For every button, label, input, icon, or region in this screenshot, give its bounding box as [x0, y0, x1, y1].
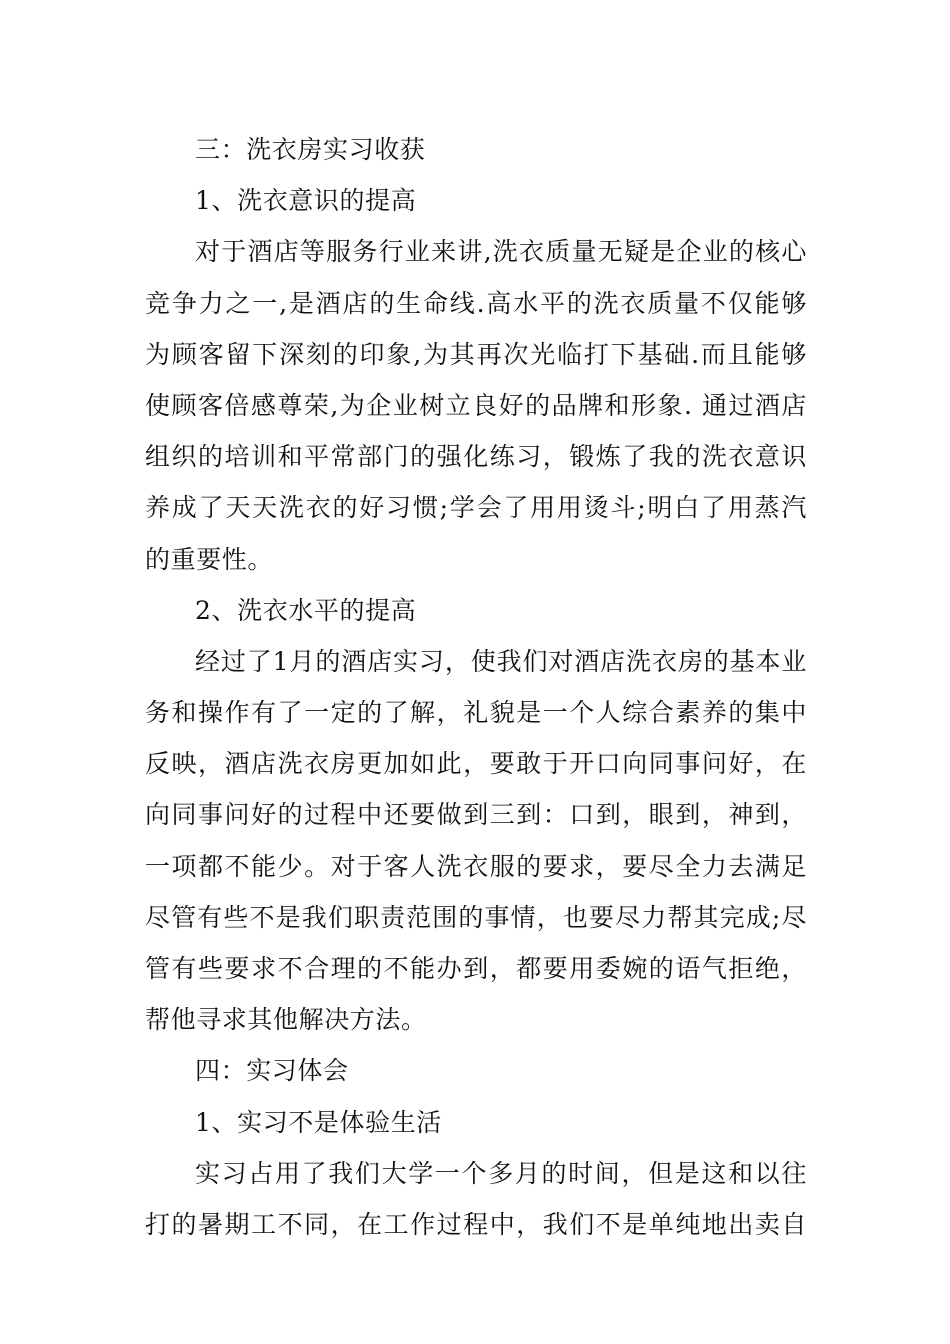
paragraph-line: 竞争力之一,是酒店的生命线.高水平的洗衣质量不仅能够 [145, 288, 807, 318]
paragraph-line: 帮他寻求其他解决方法。 [145, 1005, 427, 1035]
subheading-not-life-experience: 1、实习不是体验生活 [195, 1107, 442, 1137]
paragraph-line: 务和操作有了一定的了解，礼貌是一个人综合素养的集中 [145, 698, 807, 728]
paragraph-line: 反映，酒店洗衣房更加如此，要敢于开口向同事问好，在 [145, 749, 807, 779]
paragraph-line: 对于酒店等服务行业来讲,洗衣质量无疑是企业的核心 [195, 237, 807, 267]
paragraph-line: 打的暑期工不同，在工作过程中，我们不是单纯地出卖自 [145, 1209, 807, 1239]
paragraph-line: 尽管有些不是我们职责范围的事情，也要尽力帮其完成;尽 [145, 902, 807, 932]
section-heading-laundry-gains: 三：洗衣房实习收获 [195, 135, 426, 164]
section-heading-internship-reflection: 四：实习体会 [195, 1056, 349, 1086]
paragraph-line: 一项都不能少。对于客人洗衣服的要求，要尽全力去满足 [145, 851, 807, 881]
paragraph-line: 实习占用了我们大学一个多月的时间，但是这和以往 [195, 1158, 807, 1188]
paragraph-line: 使顾客倍感尊荣,为企业树立良好的品牌和形象. 通过酒店 [145, 390, 807, 420]
subheading-laundry-awareness: 1、洗衣意识的提高 [195, 186, 417, 216]
paragraph-line: 组织的培训和平常部门的强化练习，锻炼了我的洗衣意识 [145, 442, 807, 472]
document-body [145, 124, 807, 1250]
paragraph-line: 向同事问好的过程中还要做到三到：口到，眼到，神到， [145, 800, 807, 830]
paragraph-line: 养成了天天洗衣的好习惯;学会了用用烫斗;明白了用蒸汽 [145, 493, 807, 523]
paragraph-line: 为顾客留下深刻的印象,为其再次光临打下基础.而且能够 [145, 339, 807, 369]
paragraph-line: 管有些要求不合理的不能办到，都要用委婉的语气拒绝， [145, 954, 807, 983]
paragraph-line: 经过了1月的酒店实习，使我们对酒店洗衣房的基本业 [195, 646, 807, 676]
paragraph-line: 的重要性。 [145, 544, 274, 574]
subheading-laundry-skill: 2、洗衣水平的提高 [195, 595, 417, 625]
